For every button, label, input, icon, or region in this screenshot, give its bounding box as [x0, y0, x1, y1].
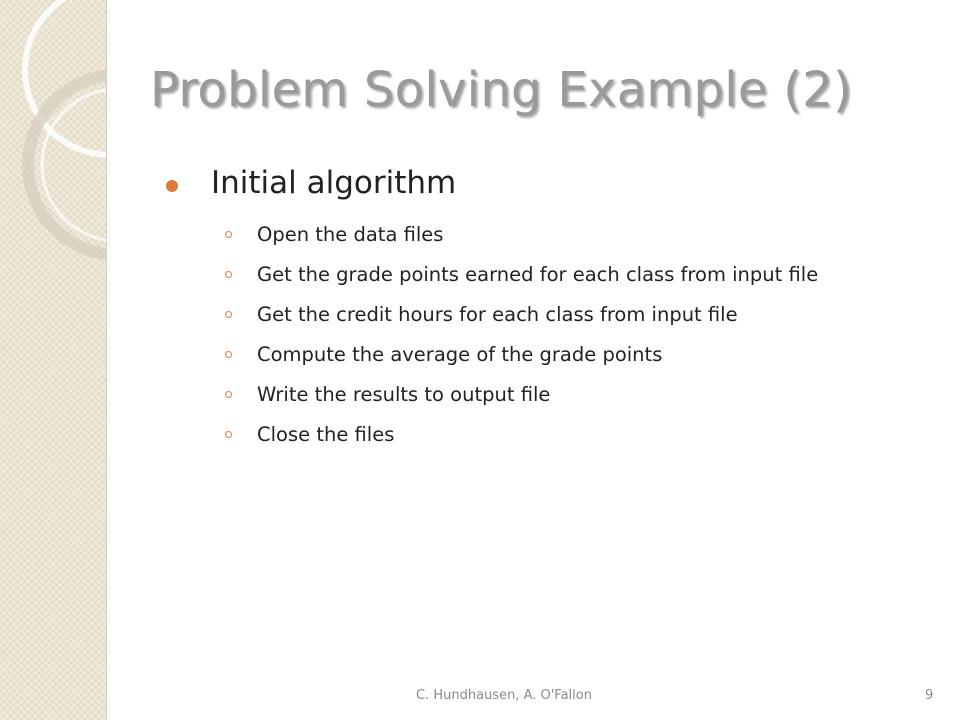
ring-bullet-icon — [225, 431, 232, 438]
ring-bullet-icon — [225, 231, 232, 238]
step-text: Get the credit hours for each class from input file — [257, 303, 738, 326]
step-text: Open the data files — [257, 223, 444, 246]
decorative-side-panel — [0, 0, 107, 720]
slide-footer: C. Hundhausen, A. O'Fallon — [416, 688, 592, 703]
step-text: Compute the average of the grade points — [257, 343, 663, 366]
ring-bullet-icon — [225, 271, 232, 278]
main-bullet-text: Initial algorithm — [211, 165, 457, 201]
ring-bullet-icon — [225, 311, 232, 318]
step-text: Write the results to output file — [257, 383, 551, 406]
bullet-dot-icon — [166, 180, 178, 192]
step-text: Get the grade points earned for each class from input file — [257, 263, 819, 286]
ring-bullet-icon — [225, 351, 232, 358]
slide-title: Problem Solving Example (2) — [150, 62, 853, 118]
ring-bullet-icon — [225, 391, 232, 398]
page-number: 9 — [925, 688, 934, 703]
decorative-circles — [0, 0, 106, 720]
step-text: Close the files — [257, 423, 395, 446]
